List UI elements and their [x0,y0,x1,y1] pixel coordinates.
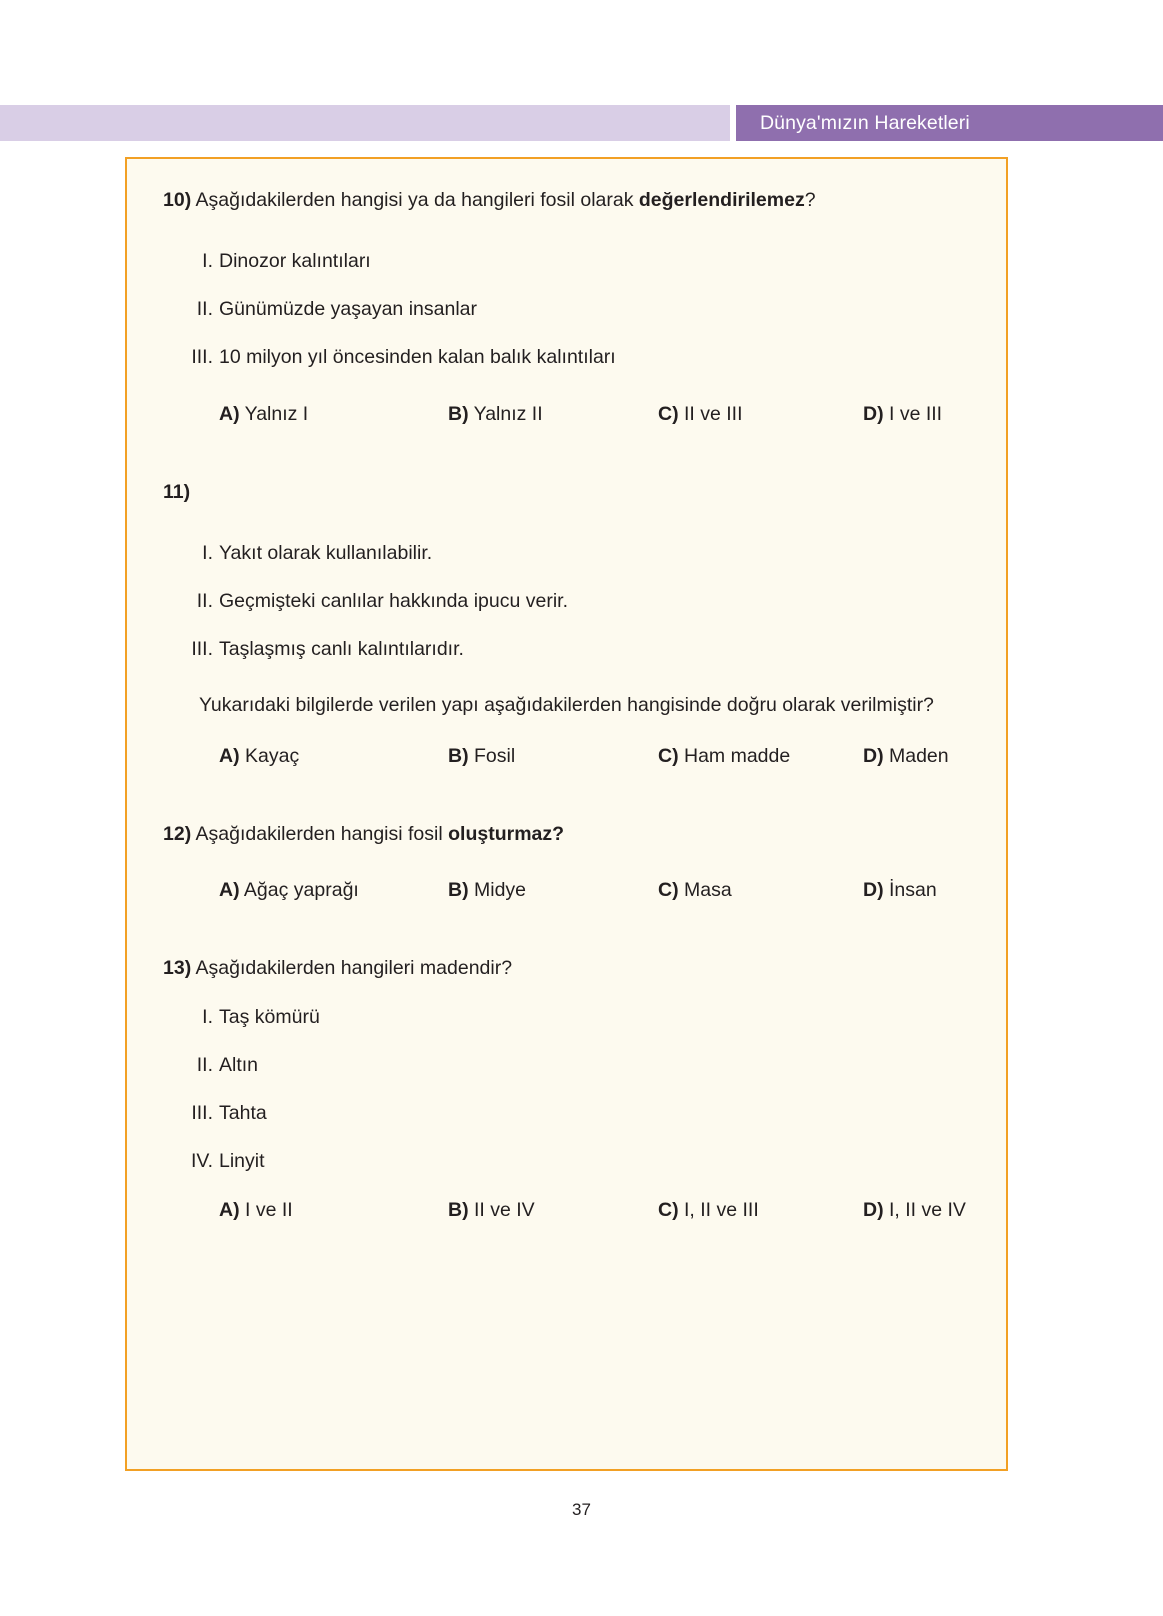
list-item [163,1089,975,1137]
list-item [163,285,975,333]
question-panel [125,157,1008,1471]
question-11-stem [163,477,975,507]
question-11-number: 11) [163,481,191,503]
question-10-number: 10) [163,189,192,211]
roman-numeral: II. [196,1054,213,1076]
roman-numeral: III. [191,1102,213,1124]
list-item [163,1137,975,1185]
question-11-items [163,529,975,673]
page-number: 37 [572,1500,591,1519]
question-10-stem [163,185,975,215]
question-12-stem [163,819,975,849]
option-12-a[interactable]: A) Ağaç yaprağı [219,879,359,901]
list-item-text: Taş kömürü [219,1006,320,1028]
question-11-options [163,741,975,771]
question-panel-content [163,185,975,1225]
option-11-b[interactable]: B) Fosil [448,745,516,767]
question-10 [163,185,975,429]
list-item-text: 10 milyon yıl öncesinden kalan balık kalıntıları [219,346,616,368]
question-10-options [163,399,975,429]
list-item [163,1041,975,1089]
question-13-options [163,1195,975,1225]
list-item [163,237,975,285]
question-13 [163,953,975,1225]
roman-numeral: II. [196,298,213,320]
roman-numeral: I. [202,250,213,272]
question-12-stem-text: Aşağıdakilerden hangisi fosil [191,823,449,845]
option-10-b[interactable]: B) Yalnız II [448,403,543,425]
option-10-d[interactable]: D) I ve III [863,403,943,425]
roman-numeral: I. [202,1006,213,1028]
option-12-b[interactable]: B) Midye [448,879,527,901]
list-item-text: Dinozor kalıntıları [219,250,371,272]
question-11-paragraph: Yukarıdaki bilgilerde verilen yapı aşağıdakilerden hangisinde doğru olarak verilmiştir? [199,694,934,716]
option-13-a[interactable]: A) I ve II [219,1199,293,1221]
roman-numeral: III. [191,638,213,660]
option-13-b[interactable]: B) II ve IV [448,1199,535,1221]
list-item [163,993,975,1041]
list-item-text: Geçmişteki canlılar hakkında ipucu verir. [219,590,568,612]
question-10-items [163,237,975,381]
option-10-c[interactable]: C) II ve III [658,403,743,425]
header-band-light [0,105,730,141]
option-13-d[interactable]: D) I, II ve IV [863,1199,966,1221]
question-10-stem-tail: ? [804,189,816,211]
question-13-items [163,993,975,1185]
roman-numeral: I. [202,542,213,564]
list-item-text: Taşlaşmış canlı kalıntılarıdır. [219,638,464,660]
option-11-d[interactable]: D) Maden [863,745,949,767]
question-12-stem-emphasis: oluşturmaz? [448,823,565,845]
list-item [163,625,975,673]
question-12 [163,819,975,905]
page-header [0,105,1163,141]
list-item [163,333,975,381]
option-11-a[interactable]: A) Kayaç [219,745,300,767]
question-13-stem-text: Aşağıdakilerden hangileri madendir? [191,957,513,979]
list-item-text: Tahta [219,1102,267,1124]
option-13-c[interactable]: C) I, II ve III [658,1199,759,1221]
question-11 [163,477,975,771]
question-12-options [163,875,975,905]
roman-numeral: IV. [190,1150,213,1172]
option-10-a[interactable]: A) Yalnız I [219,403,309,425]
question-12-number: 12) [163,823,192,845]
list-item-text: Günümüzde yaşayan insanlar [219,298,477,320]
option-12-c[interactable]: C) Masa [658,879,732,901]
list-item-text: Altın [219,1054,259,1076]
roman-numeral: II. [196,590,213,612]
question-10-stem-text: Aşağıdakilerden hangisi ya da hangileri fosil olarak [191,189,639,211]
question-10-stem-emphasis: değerlendirilemez [638,189,805,211]
list-item-text: Linyit [219,1150,265,1172]
roman-numeral: III. [191,346,213,368]
question-13-number: 13) [163,957,192,979]
list-item [163,529,975,577]
option-11-c[interactable]: C) Ham madde [658,745,791,767]
option-12-d[interactable]: D) İnsan [863,879,937,901]
question-13-stem [163,953,975,983]
chapter-title: Dünya'mızın Hareketleri [760,112,970,134]
list-item [163,577,975,625]
list-item-text: Yakıt olarak kullanılabilir. [219,542,433,564]
